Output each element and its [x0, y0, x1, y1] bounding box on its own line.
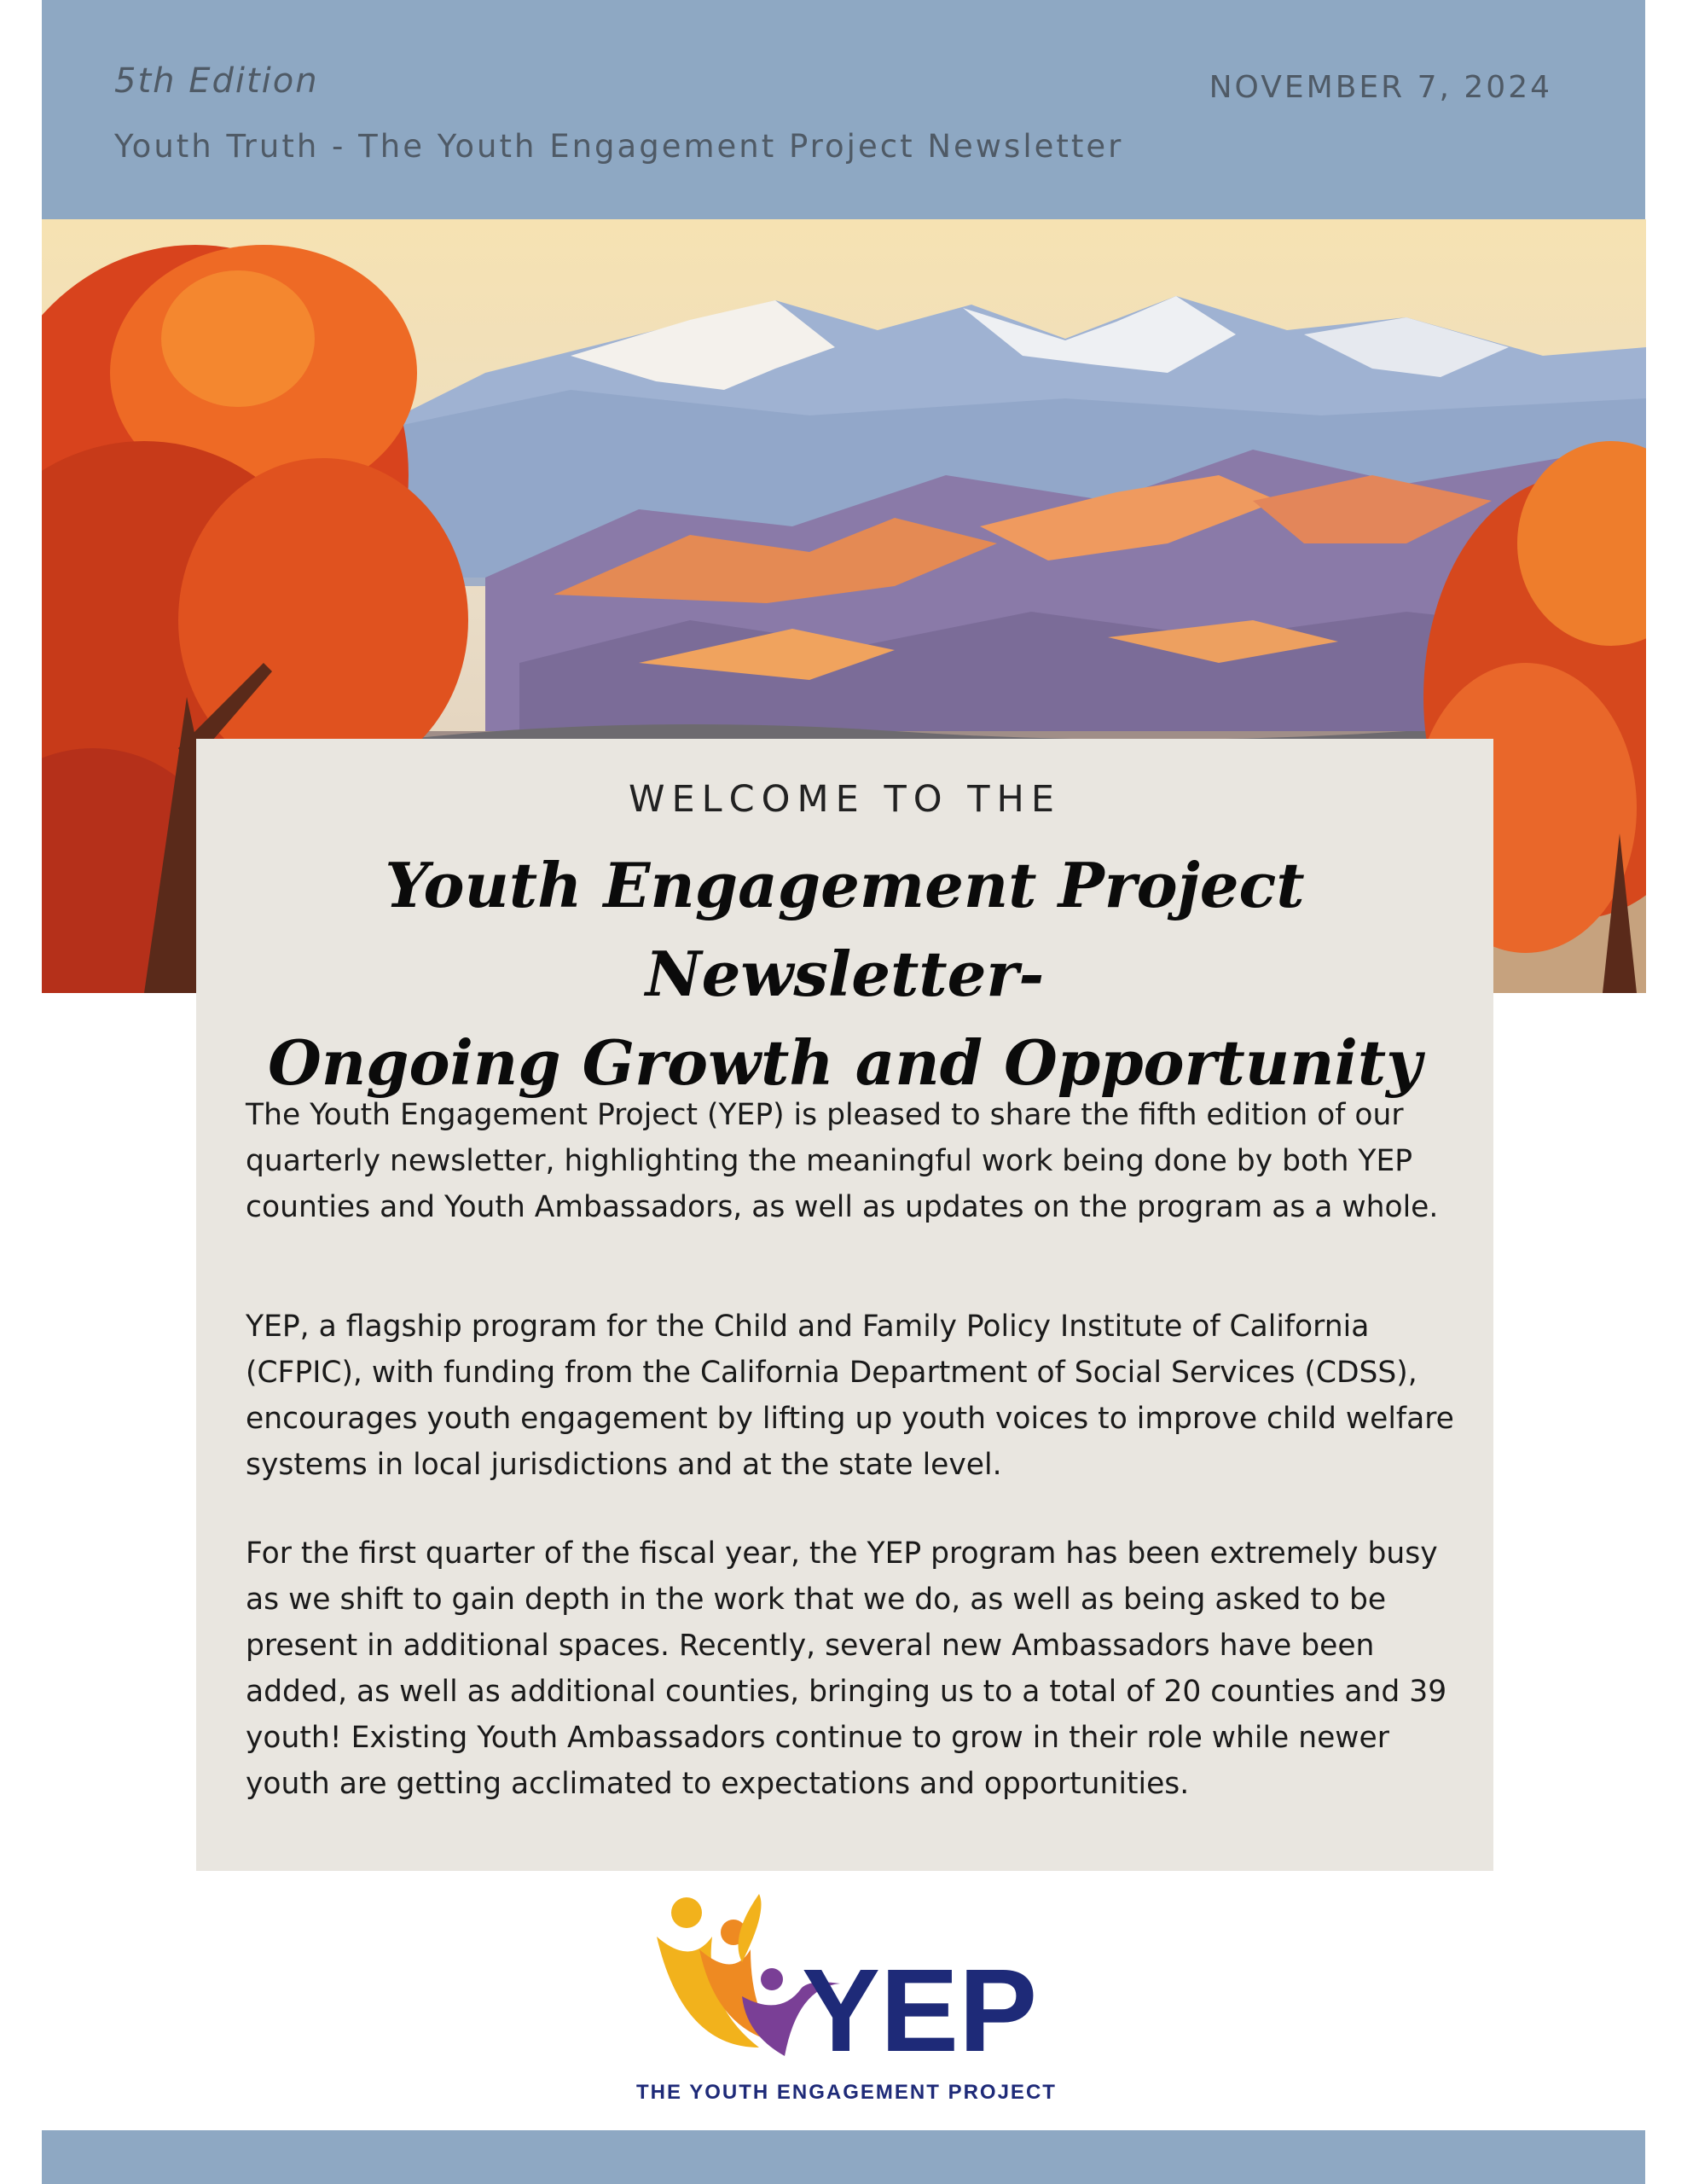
intro-paragraph: The Youth Engagement Project (YEP) is pleased to share the fifth edition of our quarterly newsletter, highlighting the meaningful work being done by both YEP counties and Youth Ambassadors, as well as updates on the program as a whole. — [246, 1098, 1439, 1224]
footer-band — [42, 2130, 1645, 2184]
newsletter-series-title: Youth Truth - The Youth Engagement Project Newsletter — [114, 128, 1124, 165]
newsletter-title-line-1: Youth Engagement Project Newsletter- — [385, 849, 1305, 1010]
yep-logo — [631, 1885, 1092, 2107]
newsletter-title-line-2: Ongoing Growth and Opportunity — [268, 1026, 1422, 1099]
logo-tagline: THE YOUTH ENGAGEMENT PROJECT — [636, 2081, 1057, 2104]
newsletter-title — [230, 841, 1459, 1107]
logo-figure-head-purple — [761, 1968, 783, 1990]
publication-date: NOVEMBER 7, 2024 — [1209, 70, 1552, 105]
program-paragraph: YEP, a flagship program for the Child and Family Policy Institute of California (CFPIC), with funding from the California Department of Social Services (CDSS), encourages youth engagement by lifting up youth voices to improve child welfare systems in local jurisdictions and at the state level. — [246, 1310, 1454, 1482]
logo-figure-head-yellow — [671, 1897, 702, 1928]
logo-wordmark: YEP — [802, 1945, 1038, 2077]
header-band — [42, 0, 1645, 220]
quarter-update-paragraph: For the first quarter of the fiscal year, the YEP program has been extremely busy as we shift to gain depth in the work that we do, as well as being asked to be present in additional spaces. Recently, several new Ambassadors have been added, as well as additional counties, bringing us to a total of 20 counties and 39 youth! Existing Youth Ambassadors continue to grow in their role while newer youth are getting acclimated to expectations and opportunities. — [246, 1536, 1447, 1801]
welcome-card — [196, 739, 1493, 1871]
welcome-heading: WELCOME TO THE — [629, 778, 1061, 821]
edition-label: 5th Edition — [114, 61, 319, 101]
